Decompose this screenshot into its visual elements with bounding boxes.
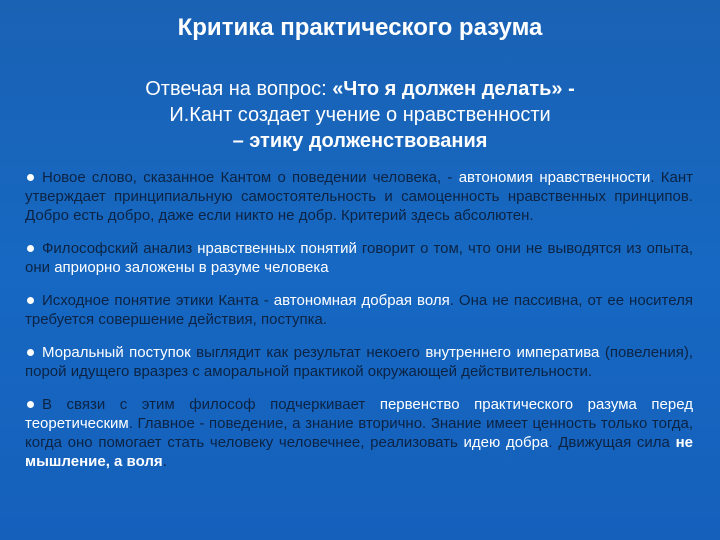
bullet-text: говорит о том, что они не выводятся из опыта, они xyxy=(25,240,693,276)
intro-line-1 xyxy=(60,76,660,102)
bullet-item xyxy=(25,291,693,329)
bullet-list xyxy=(25,168,693,485)
intro-question-label: Отвечая на вопрос: xyxy=(145,78,333,100)
bullet-text: . Кант утверждает принципиальную самостоятельность и самоценность нравственных принципов. Добро есть добро, даже если никто не добр. Критерий здесь абсолютен. xyxy=(25,169,693,224)
bullet-item xyxy=(25,239,693,277)
bullet-dot-icon xyxy=(27,297,34,304)
bullet-text: Философский анализ xyxy=(42,240,198,257)
bullet-text: выглядит как результат некоего xyxy=(190,344,426,361)
bullet-text: . Главное - поведение, а знание вторично. Знание имеет ценность только тогда, когда оно помогает стать человеку человечнее, реализовать xyxy=(25,415,693,451)
bullet-text: . Она не пассивна, от ее носителя требуется совершение действия, поступка. xyxy=(25,292,693,328)
slide-title: Критика практического разума xyxy=(177,14,543,41)
bullet-text: В связи с этим философ подчеркивает xyxy=(42,396,380,413)
highlighted-term: не мышление, а воля xyxy=(25,434,693,470)
highlighted-term: априорно заложены в разуме человека xyxy=(54,259,329,276)
highlighted-term: нравственных понятий xyxy=(197,240,357,257)
highlighted-term: идею добра xyxy=(463,434,549,451)
bullet-text: Исходное понятие этики Канта - xyxy=(42,292,274,309)
bullet-item xyxy=(25,395,693,471)
bullet-dot-icon xyxy=(27,245,34,252)
intro-line-3: – этику долженствования xyxy=(232,130,488,152)
bullet-item xyxy=(25,343,693,381)
bullet-item xyxy=(25,168,693,225)
highlighted-term: внутреннего императива xyxy=(425,344,600,361)
bullet-text: . Движущая сила xyxy=(548,434,676,451)
bullet-text: Новое слово, сказанное Кантом о поведении человека, - xyxy=(42,169,459,186)
bullet-dot-icon xyxy=(27,174,34,181)
bullet-text: (повеления), порой идущего вразрез с аморальной практикой окружающей действительности. xyxy=(25,344,693,380)
intro-block xyxy=(60,76,660,154)
intro-question: «Что я должен делать» - xyxy=(332,78,575,100)
bullet-dot-icon xyxy=(27,401,34,408)
highlighted-term: автономия нравственности xyxy=(458,169,651,186)
highlighted-term: Моральный поступок xyxy=(42,344,191,361)
highlighted-term: первенство практического разума перед теоретическим xyxy=(25,396,693,432)
highlighted-term: автономная добрая воля xyxy=(273,292,450,309)
bullet-dot-icon xyxy=(27,349,34,356)
intro-line-2: И.Кант создает учение о нравственности xyxy=(169,104,551,126)
bullet-text: . xyxy=(162,453,167,470)
